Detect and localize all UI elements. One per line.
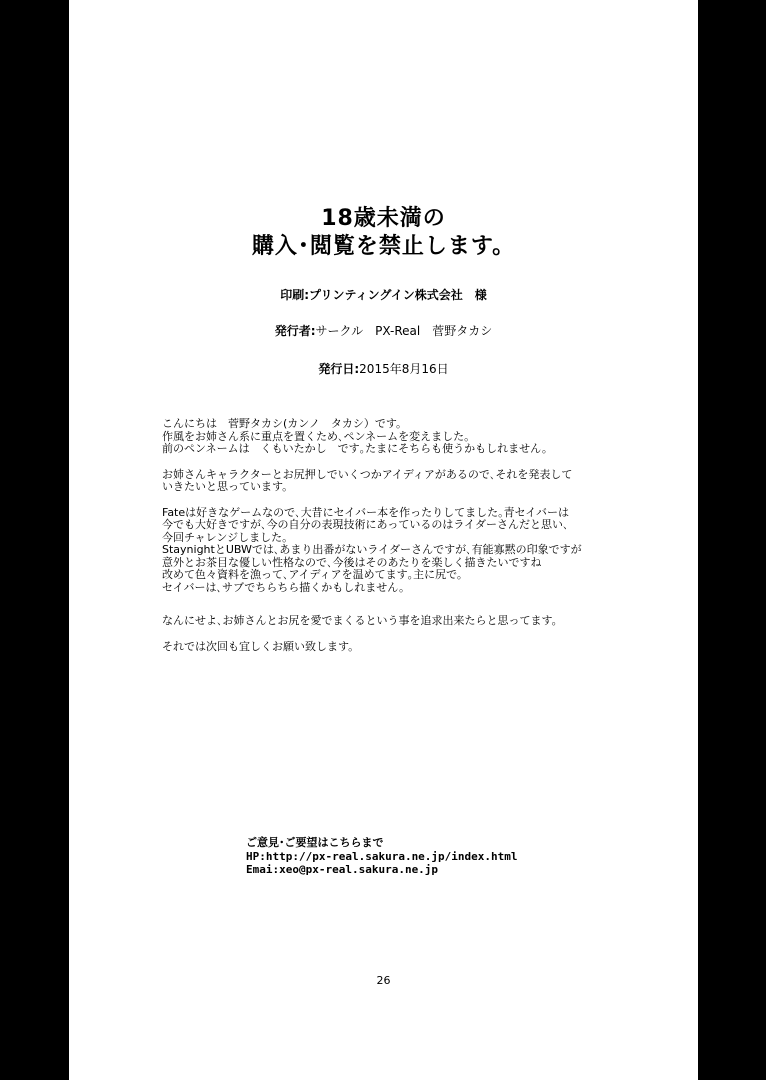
contact-info <box>246 836 518 877</box>
date-label: 発行日: <box>318 362 360 376</box>
afterword <box>162 418 622 666</box>
afterword-paragraph-4 <box>162 615 622 628</box>
book-page <box>69 0 698 1080</box>
afterword-line: 改めて色々資料を漁って､アイディアを温めてます｡主に尻で。 <box>162 568 468 581</box>
printer-label: 印刷: <box>280 288 310 302</box>
afterword-line: それでは次回も宜しくお願い致します。 <box>162 639 360 653</box>
afterword-line: 今回チャレンジしました。 <box>162 530 294 544</box>
printer-value: プリンティングイン株式会社 様 <box>309 288 487 302</box>
afterword-paragraph-3 <box>162 507 622 595</box>
afterword-line: セイバーは､サブでちらちら描くかもしれません。 <box>162 580 410 594</box>
age-warning <box>69 205 698 261</box>
afterword-line: 意外とお茶目な優しい性格なので､今後はそのあたりを楽しく描きたいですね <box>162 555 542 569</box>
date-value: 2015年8月16日 <box>359 362 449 376</box>
age-warning-line-1: 18歳未満の <box>321 206 446 231</box>
afterword-line: Fateは好きなゲームなので､大昔にセイバー本を作ったりしてました｡青セイバーは <box>162 505 570 519</box>
page-number: 26 <box>376 974 391 987</box>
afterword-line: お姉さんキャラクターとお尻押しでいくつかアイディアがあるので､それを発表して <box>162 467 573 481</box>
afterword-line: StaynightとUBWでは､あまり出番がないライダーさんですが､有能寡黙の印象ですが <box>162 543 582 556</box>
afterword-paragraph-5 <box>162 641 622 654</box>
afterword-paragraph-2 <box>162 469 622 494</box>
age-warning-line-2: 購入･閲覧を禁止します。 <box>251 234 516 259</box>
afterword-line: なんにせよ､お姉さんとお尻を愛でまくるという事を追求出来たらと思ってます。 <box>162 614 563 627</box>
afterword-line: 前のペンネームは くもいたかし です｡たまにそちらも使うかもしれません。 <box>162 442 553 455</box>
publisher-line <box>69 322 698 339</box>
publisher-label: 発行者: <box>274 324 316 338</box>
afterword-line: 作風をお姉さん系に重点を置くため､ペンネームを変えました。 <box>162 429 476 443</box>
date-line <box>69 360 698 377</box>
afterword-line: こんにちは 菅野タカシ(カンノ タカシ）です。 <box>162 417 407 430</box>
email-address: Emai:xeo@px-real.sakura.ne.jp <box>246 863 439 876</box>
afterword-paragraph-1 <box>162 418 622 456</box>
homepage-url: HP:http://px-real.sakura.ne.jp/index.html <box>246 849 518 863</box>
publisher-value: サークル PX-Real 菅野タカシ <box>315 324 493 338</box>
printer-line <box>69 286 698 303</box>
afterword-line: いきたいと思っています。 <box>162 480 294 493</box>
afterword-line: 今でも大好きですが､今の自分の表現技術にあっているのはライダーさんだと思い､ <box>162 518 569 531</box>
contact-heading: ご意見･ご要望はこちらまで <box>246 836 384 849</box>
